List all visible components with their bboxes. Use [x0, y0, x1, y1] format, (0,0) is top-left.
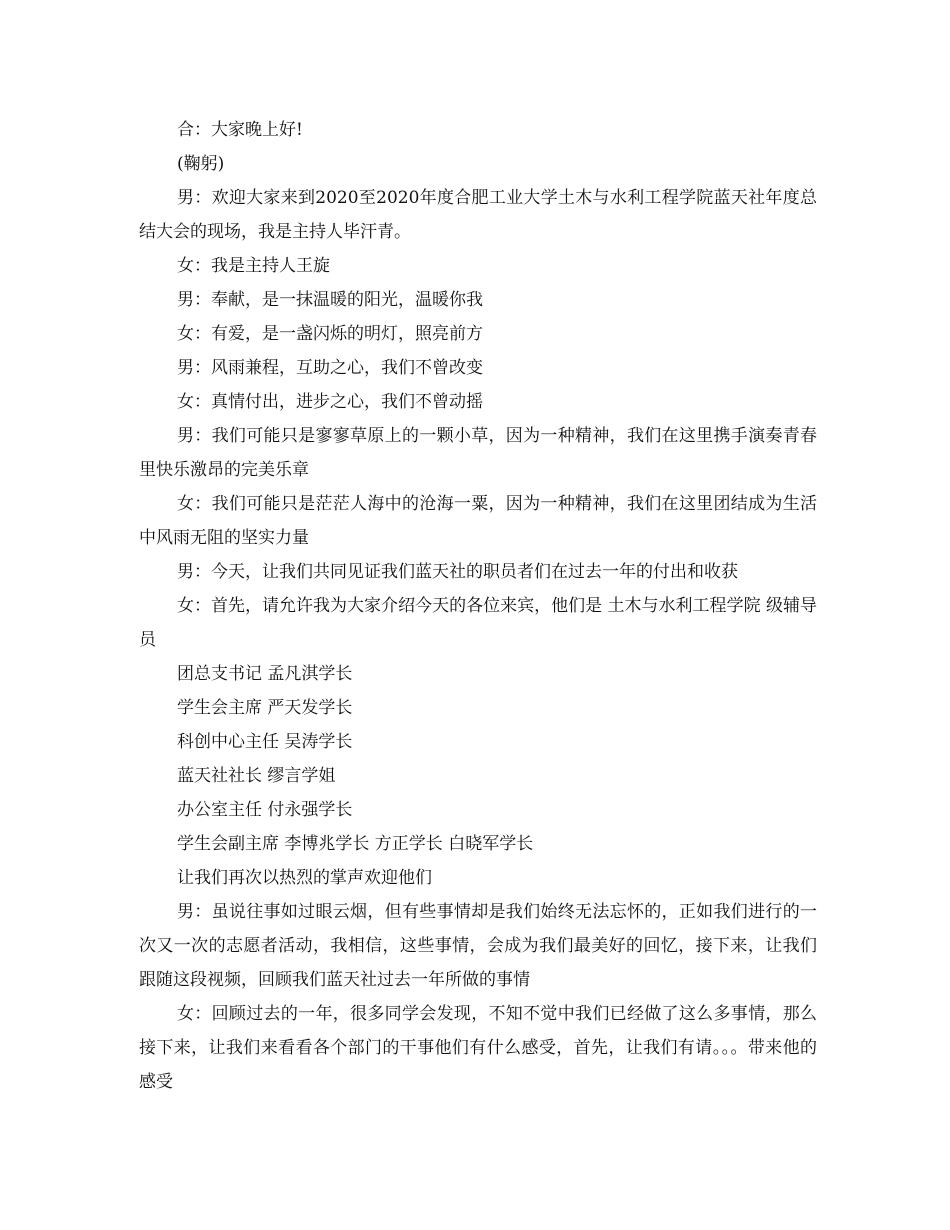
paragraph-welcome: 男：欢迎大家来到2020至2020年度合肥工业大学土木与水利工程学院蓝天社年度总结大会的现场，我是主持人毕汗青。: [139, 188, 817, 242]
paragraph-opening-greeting: 合：大家晚上好!: [177, 120, 303, 140]
paragraph-grass: 男：我们可能只是寥寥草原上的一颗小草，因为一种精神，我们在这里携手演奏青春里快乐激昂的完美乐章: [139, 426, 817, 480]
paragraph-weather: 男：风雨兼程，互助之心，我们不曾改变: [177, 358, 483, 378]
paragraph-guest-vice-presidents: 学生会副主席 李博兆学长 方正学长 白晓军学长: [177, 834, 534, 854]
paragraph-dedication: 男：奉献，是一抹温暖的阳光，温暖你我: [177, 290, 483, 310]
paragraph-host-intro: 女：我是主持人王旋: [177, 256, 330, 276]
paragraph-review: 女：回顾过去的一年，很多同学会发现，不知不觉中我们已经做了这么多事情，那么接下来，让我们来看看各个部门的干事他们有什么感受，首先，让我们有请。。。带来他的感受: [139, 1004, 817, 1092]
paragraph-guest-office: 办公室主任 付永强学长: [177, 800, 353, 820]
paragraph-crowd: 女：我们可能只是茫茫人海中的沧海一粟，因为一种精神，我们在这里团结成为生活中风雨无阻的坚实力量: [139, 494, 817, 548]
paragraph-applause: 让我们再次以热烈的掌声欢迎他们: [177, 868, 432, 888]
paragraph-guest-club-head: 蓝天社社长 缪言学姐: [177, 766, 336, 786]
paragraph-bow: (鞠躬): [177, 154, 225, 174]
paragraph-guest-secretary: 团总支书记 孟凡淇学长: [177, 664, 353, 684]
paragraph-witness: 男：今天，让我们共同见证我们蓝天社的职员者们在过去一年的付出和收获: [177, 562, 738, 582]
paragraph-love: 女：有爱，是一盏闪烁的明灯，照亮前方: [177, 324, 483, 344]
paragraph-guest-president: 学生会主席 严天发学长: [177, 698, 353, 718]
paragraph-guests-intro: 女：首先，请允许我为大家介绍今天的各位来宾，他们是 土木与水利工程学院 级辅导员: [139, 596, 817, 650]
paragraph-guest-innovation: 科创中心主任 吴涛学长: [177, 732, 353, 752]
paragraph-memories: 男：虽说往事如过眼云烟，但有些事情却是我们始终无法忘怀的，正如我们进行的一次又一次的志愿者活动，我相信，这些事情，会成为我们最美好的回忆，接下来，让我们跟随这段视频，回顾我们蓝天社过去一年所做的事情: [139, 902, 817, 990]
paragraph-sincerity: 女：真情付出，进步之心，我们不曾动摇: [177, 392, 483, 412]
